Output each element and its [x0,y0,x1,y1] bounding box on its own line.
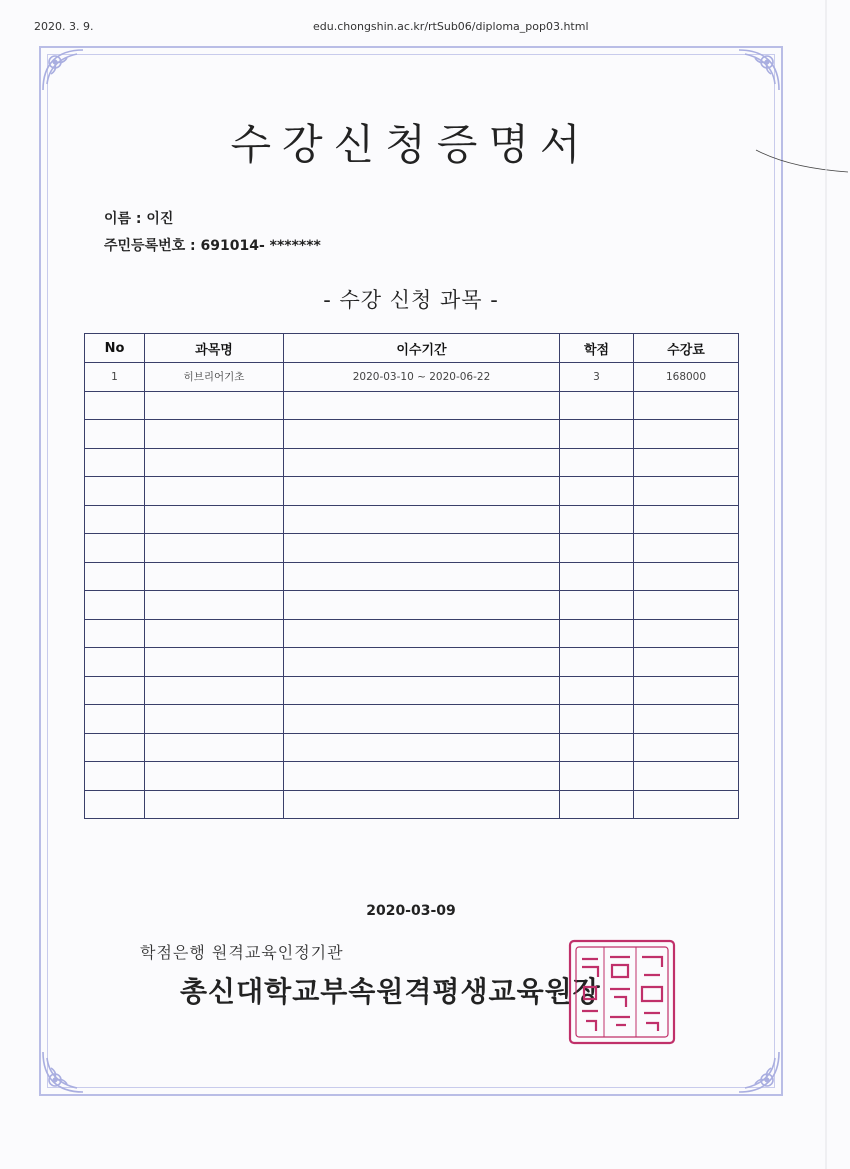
column-header: 과목명 [145,334,284,363]
table-row [85,391,739,420]
table-cell [284,790,560,819]
table-cell [560,448,634,477]
table-cell [85,676,145,705]
table-cell [145,562,284,591]
table-cell [634,505,739,534]
table-cell [284,505,560,534]
table-cell [284,448,560,477]
table-cell [85,790,145,819]
table-cell [85,562,145,591]
table-cell [284,648,560,677]
table-cell [284,733,560,762]
table-header-row [85,334,739,363]
corner-ornament-icon [37,1046,89,1098]
corner-ornament-icon [733,1046,785,1098]
table-cell [634,448,739,477]
table-cell [634,534,739,563]
table-cell [560,534,634,563]
table-cell [284,676,560,705]
table-cell [634,619,739,648]
table-cell [284,477,560,506]
column-header: No [85,334,145,363]
print-date: 2020. 3. 9. [34,20,94,33]
corner-ornament-icon [37,44,89,96]
resident-id: 주민등록번호 : 691014- ******* [104,238,321,254]
table-cell [145,648,284,677]
table-cell [145,391,284,420]
table-cell [145,705,284,734]
table-cell [284,762,560,791]
table-cell [560,762,634,791]
table-cell [85,762,145,791]
issue-date: 2020-03-09 [366,903,456,919]
table-cell [145,505,284,534]
table-cell [284,391,560,420]
institution-name: 총신대학교부속원격평생교육원장 [180,975,601,1008]
table-cell [85,448,145,477]
table-row [85,733,739,762]
table-cell [634,762,739,791]
table-row [85,790,739,819]
table-cell [634,790,739,819]
table-cell [634,391,739,420]
table-row [85,477,739,506]
table-cell [145,762,284,791]
table-row [85,762,739,791]
table-cell [85,705,145,734]
table-cell [145,591,284,620]
table-cell [634,648,739,677]
table-cell [634,420,739,449]
table-cell [85,648,145,677]
column-header: 수강료 [634,334,739,363]
table-row [85,648,739,677]
table-cell [560,705,634,734]
table-cell: 3 [560,363,634,392]
table-cell [634,733,739,762]
table-cell [634,705,739,734]
table-cell [145,733,284,762]
column-header: 학점 [560,334,634,363]
table-cell: 2020-03-10 ~ 2020-06-22 [284,363,560,392]
table-cell [85,619,145,648]
table-row [85,363,739,392]
table-cell [85,391,145,420]
student-name: 이름 : 이진 [104,211,174,227]
table-cell [284,562,560,591]
table-cell [284,420,560,449]
table-cell [85,534,145,563]
table-cell [560,562,634,591]
table-cell [634,676,739,705]
table-row [85,448,739,477]
table-cell [145,619,284,648]
table-cell [560,505,634,534]
table-cell [145,534,284,563]
table-cell [85,477,145,506]
table-row [85,534,739,563]
table-cell [560,733,634,762]
page-url: edu.chongshin.ac.kr/rtSub06/diploma_pop03.html [313,20,589,33]
document-title: 수강신청증명서 [230,120,592,169]
table-cell [560,648,634,677]
table-row [85,619,739,648]
table-row [85,591,739,620]
table-cell [145,477,284,506]
accreditation-text: 학점은행 원격교육인정기관 [140,943,344,962]
table-cell: 1 [85,363,145,392]
table-cell [560,619,634,648]
table-cell [85,505,145,534]
table-cell: 168000 [634,363,739,392]
table-cell [560,420,634,449]
table-cell [560,391,634,420]
course-table [84,333,739,819]
table-cell [145,420,284,449]
table-cell [560,591,634,620]
table-cell [284,619,560,648]
table-row [85,562,739,591]
table-row [85,420,739,449]
table-cell: 히브리어기초 [145,363,284,392]
table-row [85,705,739,734]
table-cell [560,676,634,705]
section-title: - 수강 신청 과목 - [323,288,499,312]
table-cell [634,562,739,591]
table-cell [284,705,560,734]
official-seal-icon [566,937,678,1047]
table-cell [634,477,739,506]
table-cell [145,676,284,705]
table-cell [560,790,634,819]
table-cell [145,448,284,477]
table-row [85,505,739,534]
table-cell [634,591,739,620]
corner-ornament-icon [733,44,785,96]
table-cell [85,733,145,762]
table-cell [284,534,560,563]
table-cell [85,420,145,449]
table-cell [145,790,284,819]
table-cell [560,477,634,506]
column-header: 이수기간 [284,334,560,363]
table-row [85,676,739,705]
table-cell [85,591,145,620]
table-cell [284,591,560,620]
